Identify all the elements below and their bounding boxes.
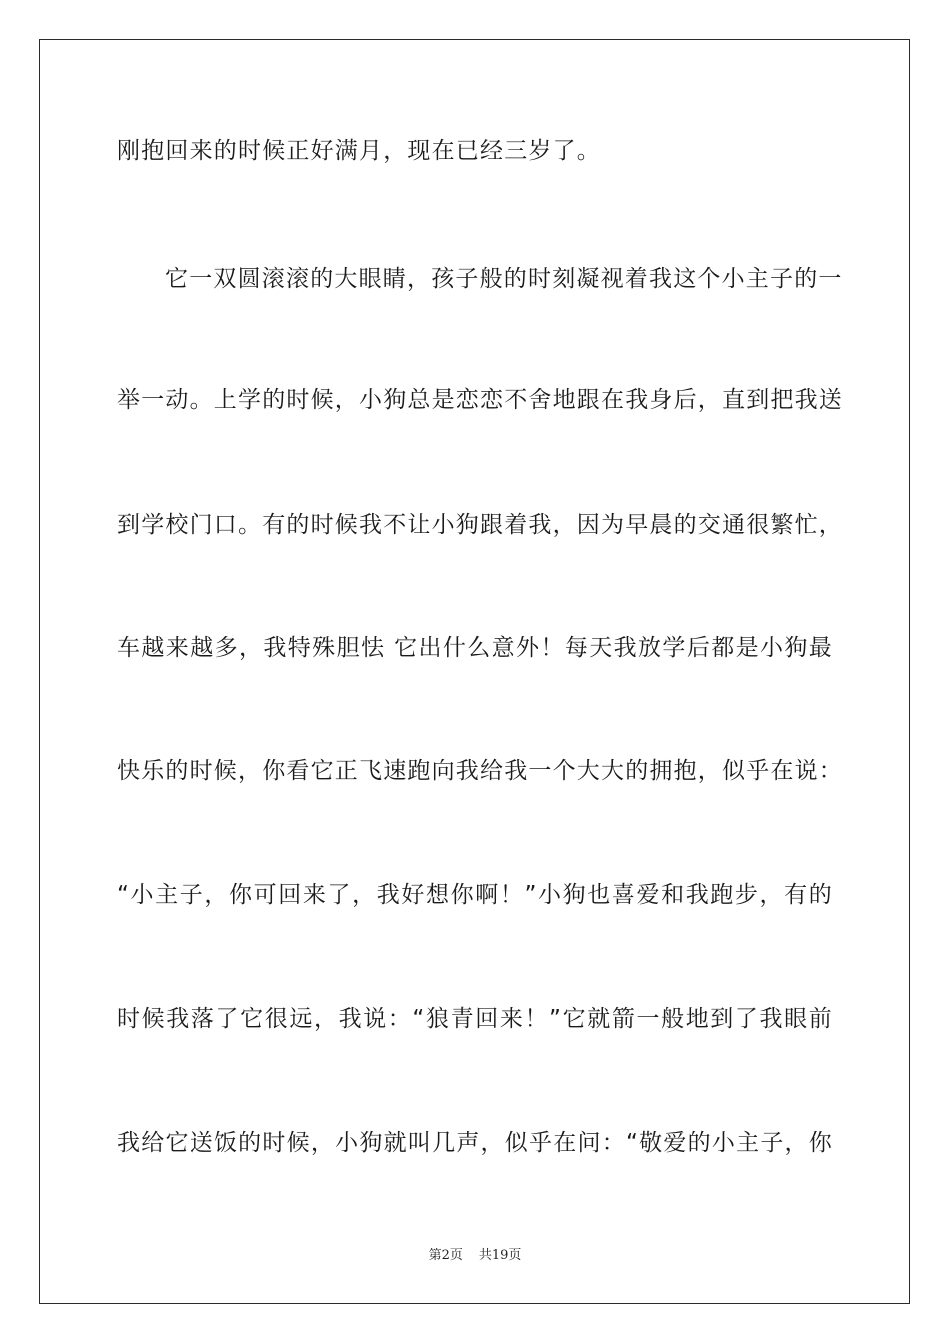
paragraph-line-1: 刚抱回来的时候正好满月，现在已经三岁了。 bbox=[117, 138, 601, 164]
paragraph-line-3: 举一动。上学的时候，小狗总是恋恋不舍地跟在我身后，直到把我送 bbox=[117, 387, 843, 413]
page-border bbox=[39, 39, 910, 1304]
paragraph-line-7: “小主子，你可回来了，我好想你啊！”小狗也喜爱和我跑步，有的 bbox=[117, 882, 833, 908]
paragraph-line-5: 车越来越多，我特殊胆怯 它出什么意外！每天我放学后都是小狗最 bbox=[117, 635, 833, 661]
paragraph-line-4: 到学校门口。有的时候我不让小狗跟着我，因为早晨的交通很繁忙， bbox=[117, 512, 843, 538]
paragraph-line-2: 它一双圆滚滚的大眼睛，孩子般的时刻凝视着我这个小主子的一 bbox=[165, 266, 843, 292]
total-pages: 共19页 bbox=[478, 1248, 522, 1263]
paragraph-line-9: 我给它送饭的时候，小狗就叫几声，似乎在问：“敬爱的小主子，你 bbox=[117, 1130, 833, 1156]
paragraph-line-8: 时候我落了它很远，我说：“狼青回来！”它就箭一般地到了我眼前 bbox=[117, 1006, 833, 1032]
page-footer bbox=[0, 1247, 950, 1265]
page-number: 第2页 bbox=[428, 1248, 463, 1263]
paragraph-line-6: 快乐的时候，你看它正飞速跑向我给我一个大大的拥抱，似乎在说： bbox=[117, 758, 843, 784]
